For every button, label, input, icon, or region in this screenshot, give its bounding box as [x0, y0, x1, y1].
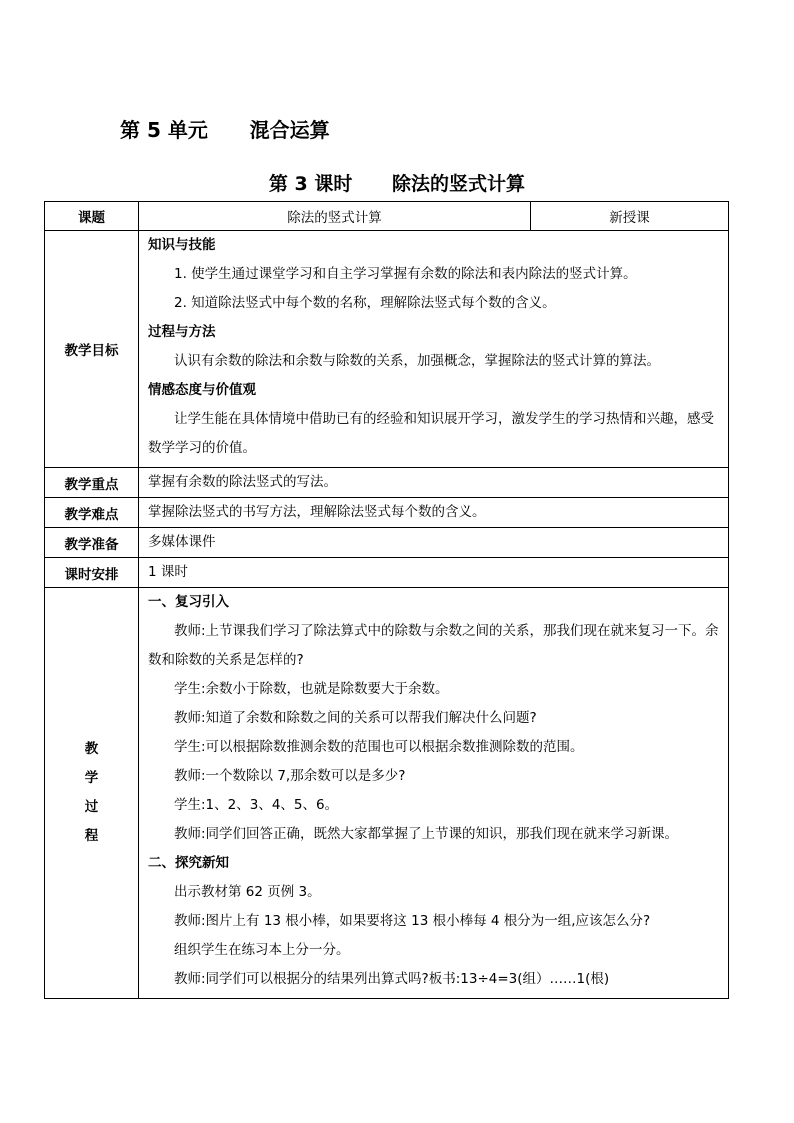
key-point-text: 掌握有余数的除法竖式的写法。 [139, 468, 729, 498]
process-label-char: 过 [84, 799, 99, 815]
unit-title: 第 5 单元 混合运算 [120, 118, 330, 142]
review-heading: 一、复习引入 [148, 594, 229, 610]
preparation-label: 教学准备 [45, 528, 139, 558]
lesson-title: 第 3 课时 除法的竖式计算 [268, 173, 526, 195]
row-topic [45, 202, 729, 231]
process-content [139, 588, 729, 999]
process-paragraph: 教师:同学们回答正确，既然大家都掌握了上节课的知识，那我们现在就来学习新课。 [174, 826, 679, 842]
topic-name: 除法的竖式计算 [139, 202, 531, 231]
key-point-label: 教学重点 [45, 468, 139, 498]
goals-attitude-text: 让学生能在具体情境中借助已有的经验和知识展开学习，激发学生的学习热情和兴趣，感受数学学习的价值。 [148, 411, 714, 456]
topic-label: 课题 [45, 202, 139, 231]
difficult-point-text: 掌握除法竖式的书写方法，理解除法竖式每个数的含义。 [139, 498, 729, 528]
goals-knowledge-item-1: 1. 使学生通过课堂学习和自主学习掌握有余数的除法和表内除法的竖式计算。 [174, 266, 637, 282]
process-label-char: 程 [84, 828, 99, 844]
process-label-char: 教 [84, 741, 99, 757]
process-paragraph: 学生:1、2、3、4、5、6。 [174, 797, 339, 813]
process-paragraph: 教师:同学们可以根据分的结果列出算式吗?板书:13÷4=3(组）……1(根) [174, 971, 610, 987]
row-schedule [45, 558, 729, 588]
process-paragraph: 学生:可以根据除数推测余数的范围也可以根据余数推测除数的范围。 [174, 739, 584, 755]
goals-attitude-heading: 情感态度与价值观 [148, 382, 256, 398]
row-goals [45, 231, 729, 468]
row-preparation [45, 528, 729, 558]
process-paragraph: 教师:图片上有 13 根小棒，如果要将这 13 根小棒每 4 根分为一组,应该怎么分? [174, 913, 651, 929]
goals-content [139, 231, 729, 468]
process-paragraph: 教师:一个数除以 7,那余数可以是多少? [174, 768, 406, 784]
preparation-text: 多媒体课件 [139, 528, 729, 558]
goals-knowledge-item-2: 2. 知道除法竖式中每个数的名称，理解除法竖式每个数的含义。 [174, 295, 556, 311]
process-paragraph: 学生:余数小于除数，也就是除数要大于余数。 [174, 681, 449, 697]
process-label [45, 588, 139, 999]
schedule-label: 课时安排 [45, 558, 139, 588]
goals-process-heading: 过程与方法 [148, 324, 216, 340]
difficult-point-label: 教学难点 [45, 498, 139, 528]
process-label-char: 学 [84, 770, 99, 786]
explore-heading: 二、探究新知 [148, 855, 229, 871]
goals-process-text: 认识有余数的除法和余数与除数的关系，加强概念，掌握除法的竖式计算的算法。 [174, 353, 660, 369]
lesson-type: 新授课 [531, 202, 729, 231]
row-key-point [45, 468, 729, 498]
row-process [45, 588, 729, 999]
process-paragraph: 出示教材第 62 页例 3。 [174, 884, 321, 900]
schedule-text: 1 课时 [139, 558, 729, 588]
goals-label: 教学目标 [45, 231, 139, 468]
lesson-plan-table [44, 201, 729, 999]
row-difficult-point [45, 498, 729, 528]
process-paragraph: 教师:知道了余数和除数之间的关系可以帮我们解决什么问题? [174, 710, 537, 726]
process-paragraph: 组织学生在练习本上分一分。 [174, 942, 350, 958]
goals-knowledge-heading: 知识与技能 [148, 237, 216, 253]
process-paragraph: 教师:上节课我们学习了除法算式中的除数与余数之间的关系，那我们现在就来复习一下。余数和除数的关系是怎样的? [148, 623, 719, 668]
